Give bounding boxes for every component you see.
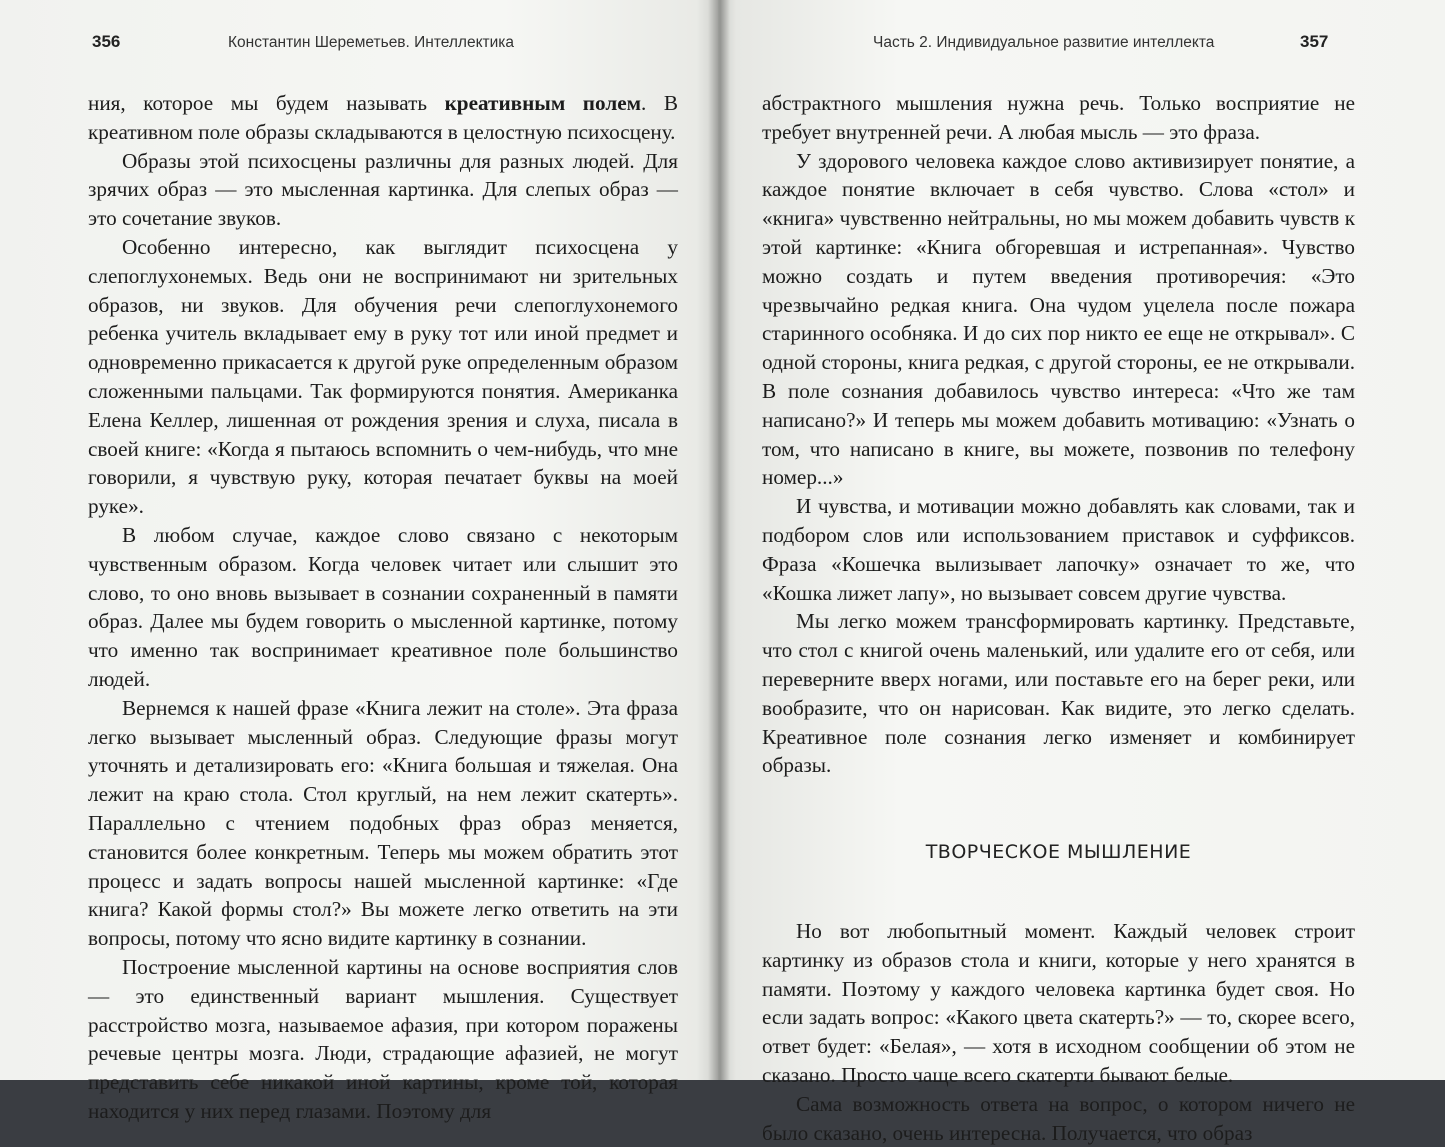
paragraph: Особенно интересно, как выглядит психосцена у слепоглухонемых. Ведь они не воспринимают ни зрительных образов, ни звуков. Для обучения речи слепоглухонемого ребенка учитель вкладывает ему в руку тот или иной предмет и одновременно прикасается к другой руке определенным образом сложенными пальцами. Так формируются понятия. Американка Елена Келлер, лишенная от рождения зрения и слуха, писала в своей книге: «Когда я пытаюсь вспомнить о чем-нибудь, что мне говорили, я чувствую руку, которая печатает буквы на моей руке». <box>88 234 678 519</box>
book-gutter <box>708 0 730 1080</box>
right-page <box>718 0 1445 1145</box>
paragraph: Сама возможность ответа на вопрос, о котором ничего не было сказано, очень интересна. Получается, что образ <box>762 1091 1355 1145</box>
paragraph: ния, которое мы будем называть креативным полем. В креативном поле образы складываются в целостную психосцену. <box>88 91 678 144</box>
paragraph: У здорового человека каждое слово активизирует понятие, а каждое понятие включает в себя чувство. Слова «стол» и «книга» чувственно нейтральны, но мы можем добавить чувств к этой картинке: «Книга обгоревшая и истрепанная». Чувство можно создать и путем введения противоречия: «Это чрезвычайно редкая книга. Она чудом уцелела после пожара старинного особняка. И до сих пор никто ее еще не открывал». С одной стороны, книга редкая, с другой стороны, ее не открывали. В поле сознания добавилось чувство интереса: «Что же там написано?» И теперь мы можем добавить мотивацию: «Узнать о том, что написано в книге, вы можете, позвонив по телефону номер...» <box>762 148 1355 490</box>
paragraph: Но вот любопытный момент. Каждый человек строит картинку из образов стола и книги, которые у него хранятся в памяти. Поэтому у каждого человека картинка будет своя. Но если задать вопрос: «Какого цвета скатерть?» — то, скорее всего, ответ будет: «Белая», — хотя в исходном сообщении об этом не сказано. Просто чаще всего скатерти бывают белые. <box>762 918 1355 1087</box>
paragraph: И чувства, и мотивации можно добавлять как словами, так и подбором слов или использованием приставок и суффиксов. Фраза «Кошечка вылизывает лапочку» означает то же, что «Кошка лижет лапу», но вызывает совсем другие чувства. <box>762 494 1355 605</box>
paragraph: абстрактного мышления нужна речь. Только восприятие не требует внутренней речи. А любая мысль — это фраза. <box>762 91 1355 144</box>
right-body-text <box>762 89 1355 1147</box>
section-heading: ТВОРЧЕСКОЕ МЫШЛЕНИЕ <box>925 841 1192 864</box>
left-body-text <box>88 89 678 1126</box>
term-bold: креативным полем <box>444 91 642 115</box>
paragraph: Образы этой психосцены различны для разных людей. Для зрячих образ — это мысленная картинка. Для слепых образ — это сочетание звуков. <box>88 148 678 231</box>
paragraph: Мы легко можем трансформировать картинку. Представьте, что стол с книгой очень маленький, или удалите его от себя, или переверните вверх ногами, или поставьте его на берег реки, или вообразите, что он нарисован. Как видите, это легко сделать. Креативное поле сознания легко изменяет и комбинирует образы. <box>762 609 1355 778</box>
paragraph: Вернемся к нашей фразе «Книга лежит на столе». Эта фраза легко вызывает мысленный образ. Следующие фразы могут уточнять и детализировать его: «Книга большая и тяжелая. Она лежит на краю стола. Стол круглый, на нем лежит скатерть». Параллельно с чтением подобных фраз образ меняется, становится более конкретным. Теперь мы можем обратить этот процесс и задать вопросы нашей мысленной картинке: «Где книга? Какой формы стол?» Вы можете легко ответить на эти вопросы, потому что ясно видите картинку в сознании. <box>88 695 678 951</box>
left-page <box>0 0 718 1123</box>
paragraph: В любом случае, каждое слово связано с некоторым чувственным образом. Когда человек читает или слышит это слово, то оно вновь вызывает в сознании сохраненный в памяти образ. Далее мы будем говорить о мысленной картинке, потому что именно так воспринимает креативное поле большинство людей. <box>88 522 678 691</box>
left-page-number: 356 <box>92 32 121 51</box>
right-page-number: 357 <box>1300 32 1329 51</box>
paragraph: Построение мысленной картины на основе восприятия слов — это единственный вариант мышления. Существует расстройство мозга, называемое афазия, при котором поражены речевые центры мозга. Люди, страдающие афазией, не могут представить себе никакой иной картины, кроме той, которая находится у них перед глазами. Поэтому для <box>88 954 678 1123</box>
left-running-head: Константин Шереметьев. Интеллектика <box>228 34 515 51</box>
right-running-head: Часть 2. Индивидуальное развитие интеллекта <box>873 34 1215 51</box>
